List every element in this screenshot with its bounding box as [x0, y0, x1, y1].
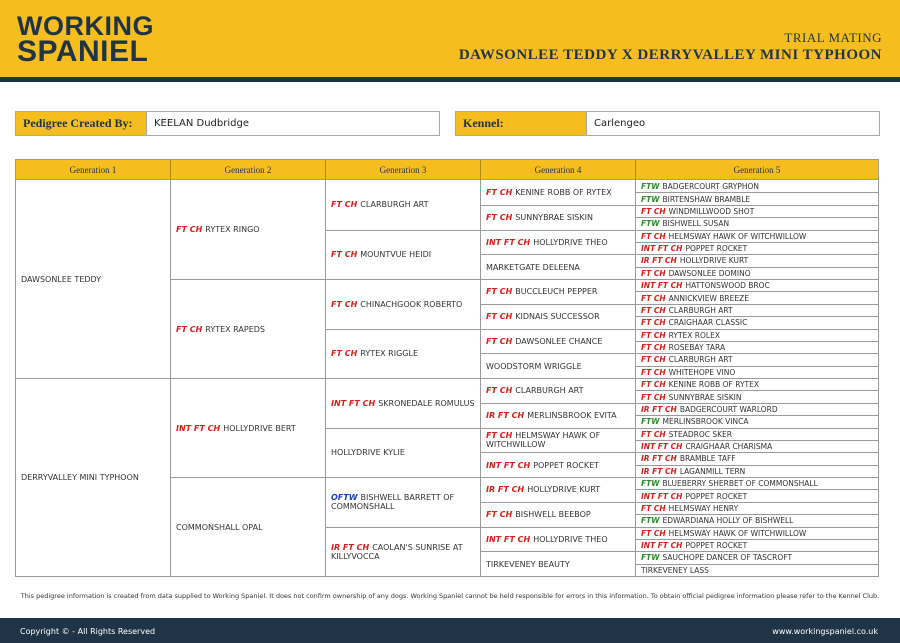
dog-title-badge: FTW — [641, 553, 660, 563]
dog-entry — [641, 454, 736, 463]
pedigree-cell-gen4[interactable] — [481, 353, 636, 378]
dog-title-badge: FTW — [641, 417, 660, 427]
dog-title-badge: FT CH — [641, 367, 666, 377]
dog-title-badge: FT CH — [641, 318, 666, 328]
pedigree-cell-gen5[interactable] — [636, 353, 878, 365]
dog-name: CHINACHGOOK ROBERTO — [360, 299, 463, 309]
dog-entry — [641, 393, 741, 402]
dog-entry — [176, 325, 265, 334]
dog-title-badge: INT FT CH — [486, 534, 531, 544]
pedigree-cell-gen1[interactable] — [16, 378, 171, 576]
dog-entry — [641, 541, 747, 550]
dog-entry — [641, 516, 793, 525]
dog-title-badge: FT CH — [486, 431, 513, 441]
dog-title-badge: FT CH — [486, 336, 513, 346]
pedigree-cell-gen5[interactable] — [636, 304, 878, 316]
pedigree-cell-gen4[interactable] — [481, 254, 636, 279]
dog-title-badge: IR FT CH — [486, 485, 525, 495]
dog-name: WOODSTORM WRIGGLE — [486, 361, 582, 371]
dog-title-badge: FT CH — [331, 299, 358, 309]
dog-entry — [331, 399, 475, 408]
logo-line-1: WORKING — [17, 11, 154, 41]
pedigree-cell-gen5[interactable] — [636, 415, 878, 427]
dog-entry — [641, 492, 747, 501]
dog-entry — [641, 244, 747, 253]
dog-entry — [486, 362, 582, 371]
pedigree-cell-gen5[interactable] — [636, 440, 878, 452]
pedigree-cell-gen4[interactable] — [481, 403, 636, 428]
dog-name: HATTONSWOOD BROC — [685, 281, 770, 291]
dog-entry — [641, 256, 748, 265]
dog-entry — [641, 380, 759, 389]
dog-title-badge: FT CH — [641, 206, 666, 216]
pedigree-cell-gen4[interactable] — [481, 230, 636, 255]
footer-bar — [0, 618, 900, 643]
dog-name: COMMONSHALL OPAL — [176, 522, 263, 532]
pedigree-cell-gen5[interactable] — [636, 465, 878, 477]
dog-title-badge: FT CH — [486, 287, 513, 297]
dog-name: STEADROC SKER — [668, 429, 732, 439]
dog-entry — [641, 195, 750, 204]
pedigree-cell-gen4[interactable] — [481, 378, 636, 403]
dog-name: HOLLYDRIVE KYLIE — [331, 448, 405, 458]
column-header-gen-1: Generation 1 — [16, 160, 171, 180]
dog-name: BUCCLEUCH PEPPER — [515, 287, 598, 297]
pedigree-cell-gen5[interactable] — [636, 564, 878, 576]
pedigree-cell-gen5[interactable] — [636, 267, 878, 279]
pedigree-cell-gen5[interactable] — [636, 514, 878, 526]
dog-title-badge: FT CH — [641, 380, 666, 390]
pedigree-cell-gen4[interactable] — [481, 329, 636, 354]
dog-title-badge: FT CH — [486, 187, 513, 197]
dog-title-badge: FT CH — [331, 250, 358, 260]
dog-name: BISHWELL BEEBOP — [515, 510, 591, 520]
pedigree-cell-gen5[interactable] — [636, 230, 878, 242]
dog-name: WHITEHOPE VINO — [668, 367, 736, 377]
column-header-gen-2: Generation 2 — [171, 160, 326, 180]
pedigree-cell-gen5[interactable] — [636, 279, 878, 291]
dog-name: BRAMBLE TAFF — [679, 454, 736, 464]
pedigree-cell-gen4[interactable] — [481, 180, 636, 205]
dog-entry — [486, 510, 591, 519]
pedigree-cell-gen3[interactable] — [326, 230, 481, 280]
dog-title-badge: INT FT CH — [641, 541, 683, 551]
column-header-gen-3: Generation 3 — [326, 160, 481, 180]
dog-name: CLARBURGH ART — [668, 355, 733, 365]
dog-entry — [486, 560, 570, 569]
dog-name: WINDMILLWOOD SHOT — [668, 206, 755, 216]
dog-name: CRAIGHAAR CLASSIC — [668, 318, 748, 328]
pedigree-cell-gen5[interactable] — [636, 329, 878, 341]
dog-title-badge: FT CH — [641, 330, 666, 340]
dog-name: BLUEBERRY SHERBET OF COMMONSHALL — [662, 479, 818, 489]
dog-name: MOUNTVUE HEIDI — [360, 250, 432, 260]
dog-title-badge: FTW — [641, 479, 660, 489]
dog-name: HOLLYDRIVE BERT — [223, 423, 296, 433]
pedigree-cell-gen3[interactable] — [326, 180, 481, 230]
dog-title-badge: IR FT CH — [641, 454, 677, 464]
created-by-box — [15, 111, 440, 136]
dog-name: KENINE ROBB OF RYTEX — [668, 380, 760, 390]
dog-entry — [641, 529, 806, 538]
dog-entry — [641, 442, 772, 451]
dog-title-badge: FT CH — [641, 429, 666, 439]
dog-name: MERLINSBROOK VINCA — [662, 417, 749, 427]
dog-entry — [21, 473, 139, 482]
dog-entry — [641, 430, 732, 439]
dog-entry — [21, 275, 101, 284]
dog-title-badge: FTW — [641, 181, 660, 191]
dog-name: TIRKEVENEY BEAUTY — [486, 559, 570, 569]
dog-name: BISHWELL BARRETT OF COMMONSHALL — [331, 493, 455, 512]
dog-entry — [641, 331, 720, 340]
pedigree-cell-gen4[interactable] — [481, 279, 636, 304]
dog-entry — [641, 553, 792, 562]
logo-line-2: SPANIEL — [17, 35, 149, 68]
dog-name: HELMSWAY HENRY — [668, 503, 739, 513]
dog-entry — [641, 417, 748, 426]
dog-entry — [176, 523, 263, 532]
dog-name: POPPET ROCKET — [685, 491, 748, 501]
dog-title-badge: FT CH — [331, 200, 358, 210]
dog-entry — [486, 213, 593, 222]
dog-entry — [331, 349, 418, 358]
pedigree-cell-gen3[interactable] — [326, 477, 481, 527]
disclaimer-text: This pedigree information is created from data supplied to Working Spaniel. It does not confirm ownership of any dogs. Working Spaniel cannot be held responsible for errors in this information. To obtain official pedigree information please refer to the Kennel Club. — [20, 592, 880, 600]
pedigree-cell-gen5[interactable] — [636, 291, 878, 303]
dog-name: CLARBURGH ART — [515, 386, 584, 396]
dog-name: ANNICKVIEW BREEZE — [668, 293, 749, 303]
dog-entry — [176, 225, 260, 234]
dog-name: RYTEX RIGGLE — [360, 349, 419, 359]
pedigree-cell-gen5[interactable] — [636, 366, 878, 378]
dog-name: CLARBURGH ART — [668, 305, 733, 315]
dog-name: RYTEX RAPEDS — [205, 324, 266, 334]
dog-title-badge: IR FT CH — [641, 466, 677, 476]
dog-title-badge: FTW — [641, 219, 660, 229]
pedigree-cell-gen5[interactable] — [636, 254, 878, 266]
pedigree-cell-gen5[interactable] — [636, 217, 878, 229]
dog-title-badge: IR FT CH — [641, 404, 677, 414]
dog-entry — [641, 355, 733, 364]
dog-entry — [641, 405, 778, 414]
dog-name: BADGERCOURT WARLORD — [679, 404, 778, 414]
dog-entry — [331, 493, 475, 511]
dog-entry — [331, 448, 405, 457]
dog-name: ROSEBAY TARA — [668, 343, 726, 353]
dog-name: HOLLYDRIVE THEO — [533, 237, 608, 247]
pedigree-cell-gen5[interactable] — [636, 551, 878, 563]
dog-entry — [641, 294, 749, 303]
pedigree-cell-gen5[interactable] — [636, 539, 878, 551]
dog-name: BISHWELL SUSAN — [662, 219, 730, 229]
dog-title-badge: FT CH — [486, 510, 513, 520]
dog-entry — [486, 411, 617, 420]
dog-name: DERRYVALLEY MINI TYPHOON — [21, 473, 139, 482]
dog-name: EDWARDIANA HOLLY OF BISHWELL — [662, 516, 794, 526]
dog-entry — [176, 424, 296, 433]
dog-title-badge: FT CH — [641, 231, 666, 241]
pedigree-cell-gen5[interactable] — [636, 489, 878, 501]
dog-title-badge: INT FT CH — [176, 423, 221, 433]
dog-name: CRAIGHAAR CHARISMA — [685, 442, 773, 452]
dog-entry — [486, 386, 584, 395]
dog-entry — [486, 263, 580, 272]
dog-entry — [486, 312, 600, 321]
dog-entry — [641, 566, 709, 575]
report-title: DAWSONLEE TEDDY X DERRYVALLEY MINI TYPHOON — [458, 47, 882, 63]
dog-title-badge: FT CH — [641, 293, 666, 303]
dog-entry — [486, 485, 600, 494]
dog-title-badge: FT CH — [641, 268, 666, 278]
dog-title-badge: INT FT CH — [641, 442, 683, 452]
dog-name: DAWSONLEE DOMINO — [668, 268, 751, 278]
dog-name: LAGANMILL TERN — [679, 466, 746, 476]
pedigree-cell-gen2[interactable] — [171, 378, 326, 477]
pedigree-cell-gen3[interactable] — [326, 527, 481, 577]
created-by-value: KEELAN Dudbridge — [154, 118, 249, 129]
dog-title-badge: FT CH — [641, 503, 666, 513]
dog-entry — [641, 269, 751, 278]
dog-name: CLARBURGH ART — [360, 200, 429, 210]
dog-title-badge: FT CH — [641, 305, 666, 315]
dog-entry — [486, 535, 608, 544]
dog-title-badge: INT FT CH — [486, 237, 531, 247]
dog-name: KIDNAIS SUCCESSOR — [515, 312, 600, 322]
pedigree-cell-gen5[interactable] — [636, 192, 878, 204]
dog-entry — [641, 343, 725, 352]
dog-title-badge: FT CH — [486, 213, 513, 223]
dog-entry — [641, 281, 770, 290]
pedigree-cell-gen3[interactable] — [326, 279, 481, 329]
dog-name: HOLLYDRIVE THEO — [533, 534, 608, 544]
pedigree-cell-gen5[interactable] — [636, 403, 878, 415]
pedigree-cell-gen4[interactable] — [481, 428, 636, 453]
pedigree-cell-gen5[interactable] — [636, 341, 878, 353]
dog-entry — [641, 232, 806, 241]
dog-name: BIRTENSHAW BRAMBLE — [662, 194, 751, 204]
dog-entry — [331, 250, 431, 259]
dog-title-badge: FT CH — [641, 355, 666, 365]
pedigree-cell-gen5[interactable] — [636, 428, 878, 440]
dog-entry — [331, 543, 475, 561]
pedigree-cell-gen5[interactable] — [636, 180, 878, 192]
pedigree-cell-gen4[interactable] — [481, 502, 636, 527]
kennel-box — [455, 111, 880, 136]
copyright-text: Copyright © - All Rights Reserved — [20, 627, 156, 636]
dog-entry — [486, 431, 630, 449]
dog-title-badge: FT CH — [331, 349, 358, 359]
pedigree-cell-gen5[interactable] — [636, 527, 878, 539]
dog-title-badge: INT FT CH — [331, 398, 376, 408]
website-link[interactable]: www.workingspaniel.co.uk — [772, 627, 878, 636]
created-by-label: Pedigree Created By: — [16, 112, 147, 135]
dog-entry — [486, 461, 599, 470]
dog-name: HOLLYDRIVE KURT — [527, 485, 601, 495]
dog-title-badge: FT CH — [641, 528, 666, 538]
dog-name: SUNNYBRAE SISKIN — [515, 213, 593, 223]
dog-entry — [641, 479, 818, 488]
dog-entry — [331, 200, 429, 209]
dog-name: MARKETGATE DELEENA — [486, 262, 580, 272]
pedigree-cell-gen5[interactable] — [636, 390, 878, 402]
dog-title-badge: FT CH — [641, 343, 666, 353]
dog-title-badge: FT CH — [641, 392, 666, 402]
pedigree-cell-gen4[interactable] — [481, 452, 636, 477]
pedigree-table — [15, 159, 879, 577]
pedigree-cell-gen3[interactable] — [326, 378, 481, 428]
dog-name: HELMSWAY HAWK OF WITCHWILLOW — [668, 231, 807, 241]
working-spaniel-logo[interactable] — [17, 11, 154, 68]
dog-title-badge: IR FT CH — [331, 542, 370, 552]
dog-name: DAWSONLEE TEDDY — [21, 274, 102, 284]
dog-entry — [641, 219, 729, 228]
dog-entry — [641, 207, 754, 216]
dog-name: SAUCHOPE DANCER OF TASCROFT — [662, 553, 793, 563]
dog-title-badge: INT FT CH — [486, 460, 531, 470]
kennel-label: Kennel: — [456, 112, 587, 135]
pedigree-cell-gen3[interactable] — [326, 329, 481, 379]
dog-entry — [641, 368, 735, 377]
pedigree-cell-gen1[interactable] — [16, 180, 171, 378]
dog-name: CAOLAN'S SUNRISE AT KILLYVOCCA — [331, 542, 463, 561]
pedigree-cell-gen2[interactable] — [171, 180, 326, 279]
column-header-gen-4: Generation 4 — [481, 160, 636, 180]
dog-name: RYTEX RINGO — [205, 225, 260, 234]
dog-title-badge: IR FT CH — [486, 411, 525, 421]
page-header — [0, 0, 900, 82]
dog-title-badge: INT FT CH — [641, 244, 683, 254]
dog-entry — [641, 318, 747, 327]
dog-title-badge: FTW — [641, 516, 660, 526]
dog-entry — [641, 182, 759, 191]
pedigree-cell-gen5[interactable] — [636, 502, 878, 514]
dog-title-badge: FT CH — [176, 225, 203, 234]
dog-entry — [486, 188, 612, 197]
report-subtitle: TRIAL MATING — [784, 30, 882, 45]
dog-name: RYTEX ROLEX — [668, 330, 720, 340]
dog-title-badge: IR FT CH — [641, 256, 677, 266]
pedigree-cell-gen4[interactable] — [481, 551, 636, 576]
pedigree-cell-gen5[interactable] — [636, 477, 878, 489]
dog-name: HOLLYDRIVE KURT — [679, 256, 749, 266]
dog-title-badge: INT FT CH — [641, 491, 683, 501]
dog-name: POPPET ROCKET — [685, 541, 748, 551]
dog-entry — [331, 300, 462, 309]
dog-name: SUNNYBRAE SISKIN — [668, 392, 742, 402]
kennel-value: Carlengeo — [594, 118, 646, 129]
report-title-block — [459, 30, 882, 64]
dog-title-badge: OFTW — [331, 493, 358, 503]
dog-name: BADGERCOURT GRYPHON — [662, 181, 760, 191]
dog-entry — [641, 504, 738, 513]
pedigree-cell-gen4[interactable] — [481, 304, 636, 329]
dog-name: DAWSONLEE CHANCE — [515, 336, 603, 346]
pedigree-cell-gen5[interactable] — [636, 205, 878, 217]
dog-name: POPPET ROCKET — [685, 244, 748, 254]
dog-name: POPPET ROCKET — [533, 460, 600, 470]
dog-entry — [641, 306, 733, 315]
pedigree-cell-gen5[interactable] — [636, 316, 878, 328]
pedigree-cell-gen4[interactable] — [481, 527, 636, 552]
dog-name: KENINE ROBB OF RYTEX — [515, 187, 612, 197]
dog-name: SKRONEDALE ROMULUS — [378, 398, 475, 408]
dog-title-badge: FTW — [641, 194, 660, 204]
pedigree-cell-gen5[interactable] — [636, 452, 878, 464]
pedigree-cell-gen4[interactable] — [481, 477, 636, 502]
dog-entry — [641, 467, 745, 476]
dog-title-badge: INT FT CH — [641, 281, 683, 291]
pedigree-cell-gen5[interactable] — [636, 378, 878, 390]
dog-name: MERLINSBROOK EVITA — [527, 411, 617, 421]
pedigree-cell-gen4[interactable] — [481, 205, 636, 230]
dog-name: HELMSWAY HAWK OF WITCHWILLOW — [486, 431, 601, 450]
dog-name: TIRKEVENEY LASS — [641, 565, 709, 575]
dog-entry — [486, 337, 602, 346]
column-header-gen-5: Generation 5 — [636, 160, 878, 180]
pedigree-cell-gen5[interactable] — [636, 242, 878, 254]
dog-name: HELMSWAY HAWK OF WITCHWILLOW — [668, 528, 807, 538]
dog-entry — [486, 287, 597, 296]
dog-title-badge: FT CH — [486, 312, 513, 322]
pedigree-cell-gen2[interactable] — [171, 279, 326, 378]
dog-title-badge: FT CH — [486, 386, 513, 396]
dog-entry — [486, 238, 608, 247]
pedigree-cell-gen3[interactable] — [326, 428, 481, 478]
dog-title-badge: FT CH — [176, 324, 203, 334]
pedigree-cell-gen2[interactable] — [171, 477, 326, 576]
